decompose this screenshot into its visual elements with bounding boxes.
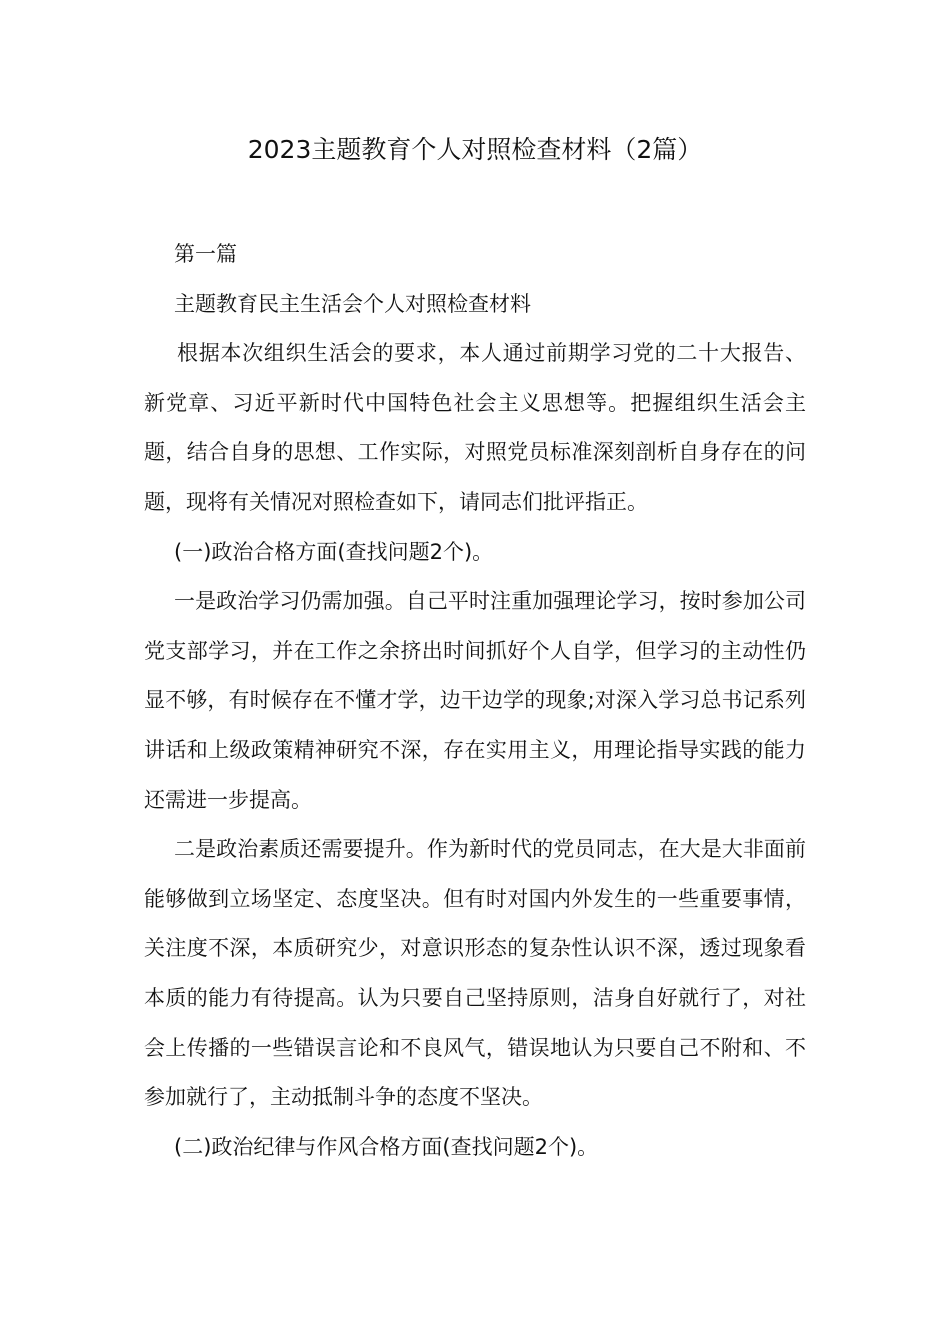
part-label: 第一篇 [174,242,237,266]
document-body [144,230,806,1172]
issue-paragraph-political-quality: 二是政治素质还需要提升。作为新时代的党员同志，在大是大非面前能够做到立场坚定、态度坚决。但有时对国内外发生的一些重要事情，关注度不深，本质研究少，对意识形态的复杂性认识不深，透过现象看本质的能力有待提高。认为只要自己坚持原则，洁身自好就行了，对社会上传播的一些错误言论和不良风气，错误地认为只要自己不附和、不参加就行了，主动抵制斗争的态度不坚决。 [144,837,806,1110]
intro-paragraph: 根据本次组织生活会的要求，本人通过前期学习党的二十大报告、新党章、习近平新时代中国特色社会主义思想等。把握组织生活会主题，结合自身的思想、工作实际，对照党员标准深刻剖析自身存在的问题，现将有关情况对照检查如下，请同志们批评指正。 [144,341,806,514]
section-heading-political-qualification: (一)政治合格方面(查找问题2个)。 [174,539,494,564]
document-subtitle: 主题教育民主生活会个人对照检查材料 [174,291,531,316]
document-title: 2023主题教育个人对照检查材料（2篇） [247,135,703,164]
section-heading-discipline-style: (二)政治纪律与作风合格方面(查找问题2个)。 [174,1134,599,1159]
issue-paragraph-political-study: 一是政治学习仍需加强。自己平时注重加强理论学习，按时参加公司党支部学习，并在工作之余挤出时间抓好个人自学，但学习的主动性仍显不够，有时候存在不懂才学，边干边学的现象;对深入学习总书记系列讲话和上级政策精神研究不深，存在实用主义，用理论指导实践的能力还需进一步提高。 [144,589,806,812]
